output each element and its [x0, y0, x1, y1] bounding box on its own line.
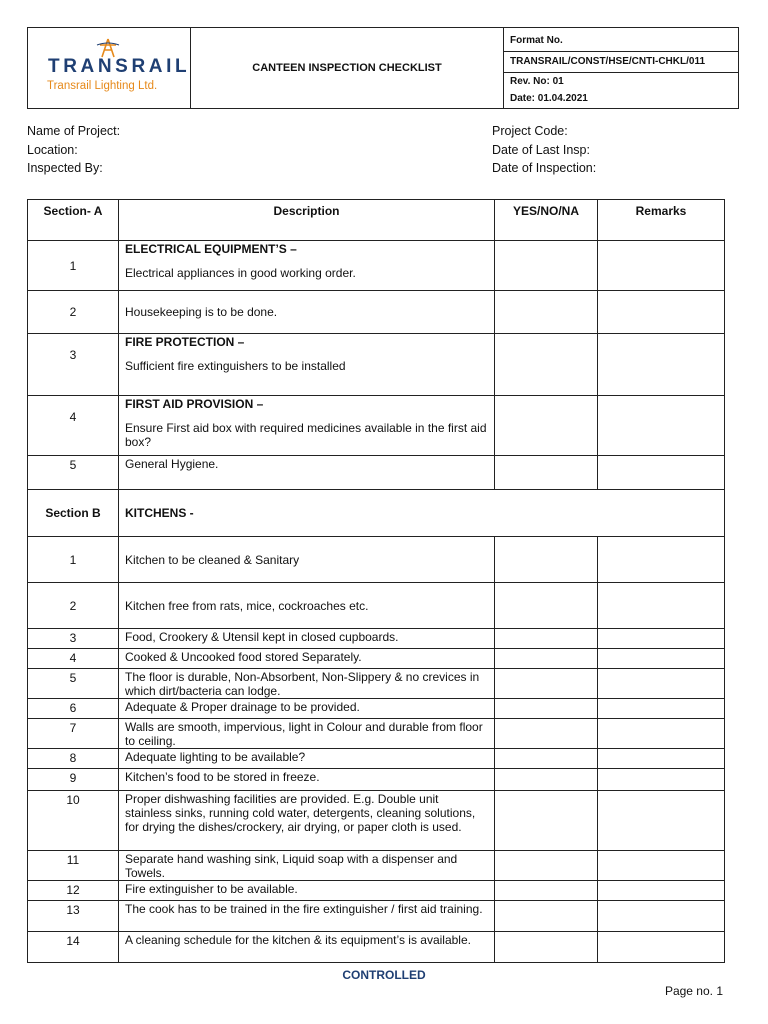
item-number: 7 [28, 719, 119, 749]
table-row [28, 749, 725, 769]
column-header-section: Section- A [28, 200, 119, 241]
item-heading: FIRST AID PROVISION – [125, 397, 264, 411]
table-row [28, 669, 725, 699]
item-number: 2 [28, 291, 119, 334]
remarks-cell[interactable] [598, 334, 725, 396]
item-number: 5 [28, 669, 119, 699]
item-text: Kitchen to be cleaned & Sanitary [119, 537, 495, 583]
remarks-cell[interactable] [598, 699, 725, 719]
table-row [28, 881, 725, 901]
item-number: 4 [28, 396, 119, 456]
item-text: Cooked & Uncooked food stored Separately. [119, 649, 495, 669]
item-number: 8 [28, 749, 119, 769]
item-text: The floor is durable, Non-Absorbent, Non-Slippery & no crevices in which dirt/bacteria can lodge. [119, 669, 495, 699]
item-text: Ensure First aid box with required medicines available in the first aid box? [125, 421, 487, 449]
item-text: General Hygiene. [119, 456, 495, 490]
yes-no-na-cell[interactable] [495, 583, 598, 629]
item-description [119, 241, 495, 291]
item-number: 3 [28, 629, 119, 649]
column-header-yes-no-na: YES/NO/NA [495, 200, 598, 241]
column-header-remarks: Remarks [598, 200, 725, 241]
item-number: 10 [28, 791, 119, 851]
item-number: 6 [28, 699, 119, 719]
format-info [504, 28, 739, 109]
yes-no-na-cell[interactable] [495, 901, 598, 932]
company-logo-subtitle: Transrail Lighting Ltd. [47, 80, 158, 92]
item-heading: ELECTRICAL EQUIPMENT’S – [125, 242, 297, 256]
item-text: Sufficient fire extinguishers to be installed [125, 359, 346, 373]
table-header-row [28, 200, 725, 241]
table-row [28, 719, 725, 749]
remarks-cell[interactable] [598, 769, 725, 791]
item-number: 1 [28, 537, 119, 583]
remarks-cell[interactable] [598, 291, 725, 334]
table-row [28, 699, 725, 719]
remarks-cell[interactable] [598, 669, 725, 699]
location-label: Location: [27, 143, 78, 157]
revision-number: Rev. No: 01 [510, 75, 564, 87]
yes-no-na-cell[interactable] [495, 629, 598, 649]
remarks-cell[interactable] [598, 881, 725, 901]
item-number: 14 [28, 932, 119, 963]
table-row [28, 537, 725, 583]
table-row [28, 791, 725, 851]
remarks-cell[interactable] [598, 719, 725, 749]
company-logo-text: TRANSRAIL [48, 56, 191, 77]
yes-no-na-cell[interactable] [495, 749, 598, 769]
yes-no-na-cell[interactable] [495, 334, 598, 396]
format-label: Format No. [510, 34, 563, 46]
remarks-cell[interactable] [598, 749, 725, 769]
yes-no-na-cell[interactable] [495, 241, 598, 291]
item-number: 2 [28, 583, 119, 629]
page-number: Page no. 1 [664, 984, 723, 998]
remarks-cell[interactable] [598, 649, 725, 669]
yes-no-na-cell[interactable] [495, 649, 598, 669]
item-number: 12 [28, 881, 119, 901]
item-description [119, 334, 495, 396]
remarks-cell[interactable] [598, 583, 725, 629]
table-row [28, 851, 725, 881]
table-row [28, 583, 725, 629]
table-row [28, 769, 725, 791]
yes-no-na-cell[interactable] [495, 699, 598, 719]
table-row [28, 456, 725, 490]
document-title: CANTEEN INSPECTION CHECKLIST [191, 28, 504, 109]
item-number: 9 [28, 769, 119, 791]
item-text: Separate hand washing sink, Liquid soap with a dispenser and Towels. [119, 851, 495, 881]
project-code-label: Project Code: [492, 124, 568, 138]
table-row [28, 649, 725, 669]
transmission-tower-icon [96, 38, 120, 58]
item-text: Adequate & Proper drainage to be provided. [119, 699, 495, 719]
table-row [28, 396, 725, 456]
item-text: Proper dishwashing facilities are provided. E.g. Double unit stainless sinks, running cold water, detergents, cleaning solutions, for drying the dishes/crockery, air drying, or paper cloth is used. [119, 791, 495, 851]
item-number: 13 [28, 901, 119, 932]
yes-no-na-cell[interactable] [495, 396, 598, 456]
format-number: TRANSRAIL/CONST/HSE/CNTI-CHKL/011 [504, 51, 738, 73]
remarks-cell[interactable] [598, 901, 725, 932]
table-row [28, 901, 725, 932]
item-text: Walls are smooth, impervious, light in Colour and durable from floor to ceiling. [119, 719, 495, 749]
yes-no-na-cell[interactable] [495, 456, 598, 490]
yes-no-na-cell[interactable] [495, 932, 598, 963]
remarks-cell[interactable] [598, 932, 725, 963]
section-b-label: Section B [28, 490, 119, 537]
item-text: Electrical appliances in good working order. [125, 266, 356, 280]
logo-cell [28, 28, 191, 109]
remarks-cell[interactable] [598, 241, 725, 291]
remarks-cell[interactable] [598, 791, 725, 851]
item-text: Food, Crookery & Utensil kept in closed cupboards. [119, 629, 495, 649]
item-number: 4 [28, 649, 119, 669]
yes-no-na-cell[interactable] [495, 881, 598, 901]
yes-no-na-cell[interactable] [495, 537, 598, 583]
item-text: Kitchen’s food to be stored in freeze. [119, 769, 495, 791]
table-row [28, 932, 725, 963]
table-row [28, 241, 725, 291]
item-number: 3 [28, 334, 119, 396]
inspected-by-label: Inspected By: [27, 161, 103, 175]
section-b-title: KITCHENS - [119, 490, 725, 537]
document-header [27, 27, 739, 109]
item-text: Housekeeping is to be done. [119, 291, 495, 334]
format-date: Date: 01.04.2021 [510, 92, 588, 104]
item-text: Adequate lighting to be available? [119, 749, 495, 769]
item-text: Kitchen free from rats, mice, cockroaches etc. [119, 583, 495, 629]
item-text: Fire extinguisher to be available. [119, 881, 495, 901]
yes-no-na-cell[interactable] [495, 791, 598, 851]
item-text: A cleaning schedule for the kitchen & its equipment’s is available. [119, 932, 495, 963]
yes-no-na-cell[interactable] [495, 719, 598, 749]
date-last-inspection-label: Date of Last Insp: [492, 143, 590, 157]
date-of-inspection-label: Date of Inspection: [492, 161, 597, 175]
table-row [28, 334, 725, 396]
item-heading: FIRE PROTECTION – [125, 335, 245, 349]
controlled-stamp: CONTROLLED [342, 968, 426, 982]
remarks-cell[interactable] [598, 456, 725, 490]
checklist-table [27, 199, 725, 963]
name-of-project-label: Name of Project: [27, 124, 121, 138]
table-row [28, 291, 725, 334]
remarks-cell[interactable] [598, 537, 725, 583]
yes-no-na-cell[interactable] [495, 769, 598, 791]
item-number: 11 [28, 851, 119, 881]
yes-no-na-cell[interactable] [495, 669, 598, 699]
item-description [119, 396, 495, 456]
item-text: The cook has to be trained in the fire extinguisher / first aid training. [119, 901, 495, 932]
column-header-description: Description [119, 200, 495, 241]
remarks-cell[interactable] [598, 629, 725, 649]
item-number: 1 [28, 241, 119, 291]
yes-no-na-cell[interactable] [495, 291, 598, 334]
section-b-header-row [28, 490, 725, 537]
table-row [28, 629, 725, 649]
yes-no-na-cell[interactable] [495, 851, 598, 881]
remarks-cell[interactable] [598, 851, 725, 881]
remarks-cell[interactable] [598, 396, 725, 456]
item-number: 5 [28, 456, 119, 490]
